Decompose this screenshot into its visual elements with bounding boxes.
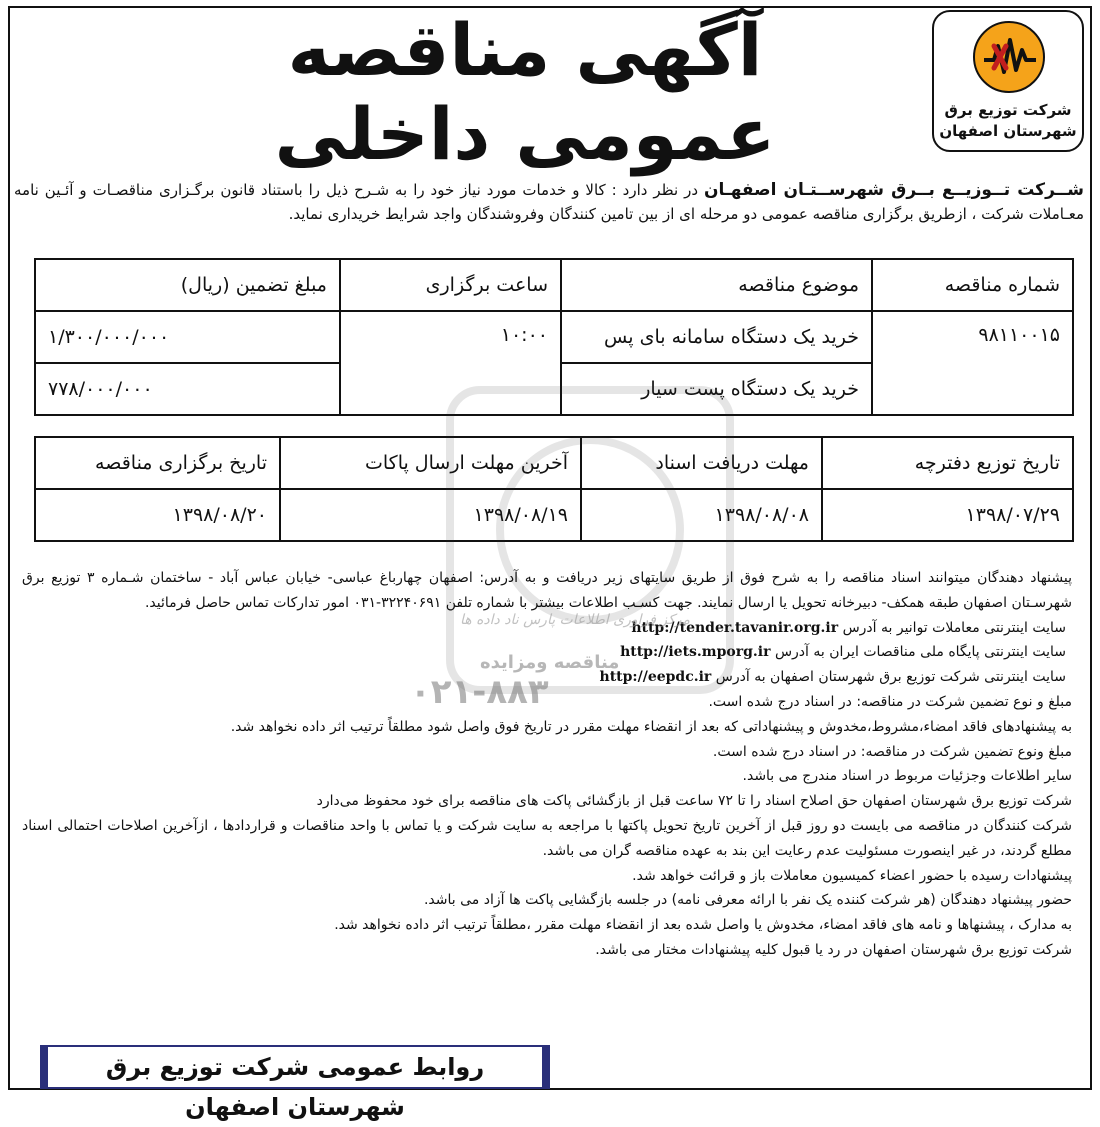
tender-subject: خرید یک دستگاه پست سیار xyxy=(561,363,872,415)
intro-text: در نظر دارد : کالا و خدمات مورد نیاز خود را به شـرح ذیل را باستناد قانون برگـزاری مناقصـات و آئـین نامه معـاملات شرکت ، ازطریق برگزاری مناقصه عمومی دو مرحله ای از بین تامین کنندگان وفروشندگان واجد شرایط خریداری نماید. xyxy=(14,181,1084,223)
table-header: ساعت برگزاری xyxy=(340,259,561,311)
notice-line: حضور پیشنهاد دهندگان (هر شرکت کننده یک نفر با ارائه معرفی نامه) در جلسه بازگشایی پاکت ها آزاد می باشد. xyxy=(423,892,1072,909)
instruction-paragraph: پیشنهاد دهندگان میتوانند اسناد مناقصه را به شرح فوق از طریق سایتهای زیر دریافت و به آدرس: اصفهان چهارباغ عباسی- خیابان عباس آباد - ساختمان شـماره ۳ توزیع برق شهرسـتان اصفهان طبقه همکف- دبیرخانه تحویل یا ارسال نمایند. جهت کسـب اطلاعات بیشتر با شماره تلفن ۳۲۲۴۰۶۹۱-۰۳۱ امور تدارکات تماس حاصل فرمائید. xyxy=(22,570,1072,611)
watermark-text: مرکز فراوری اطلاعات پارس ناد داده ها xyxy=(460,612,691,628)
notice-line: مبلغ و نوع تضمین شرکت در مناقصه: در اسناد درج شده است. xyxy=(708,693,1072,710)
notice-line: شرکت کنندگان در مناقصه می بایست دو روز قبل از آخرین تاریخ تحویل پاکتها با مراجعه به سایت شرکت و یا تماس با واحد مناقصات و قراردادها ، ازآخرین اصلاحات احتمالی اسناد مطلع گردند، در غیر اینصورت مسئولیت عدم رعایت این بند به عهده مناقصه گران می باشد. xyxy=(22,817,1072,859)
notice-line: مبلغ ونوع تضمین شرکت در مناقصه: در اسناد درج شده است. xyxy=(712,743,1072,760)
notice-line: به پیشنهادهای فاقد امضاء،مشروط،مخدوش و پیشنهاداتی که بعد از انقضاء مهلت مقرر در تاریخ فوق واصل شود مطلقاً ترتیب اثر داده نخواهد شد. xyxy=(230,718,1072,735)
table-header: موضوع مناقصه xyxy=(561,259,872,311)
logo-line-1: شرکت توزیع برق xyxy=(944,101,1072,119)
site-link[interactable]: http://iets.mporg.ir xyxy=(620,644,771,661)
tender-time: ۱۰:۰۰ xyxy=(340,311,561,415)
site-label: سایت اینترنتی شرکت توزیع برق شهرستان اصفهان به آدرس xyxy=(715,669,1066,686)
watermark-text: مناقصه ومزایده xyxy=(480,652,620,673)
site-label: سایت اینترنتی پایگاه ملی مناقصات ایران به آدرس xyxy=(774,644,1066,661)
notice-line: شرکت توزیع برق شهرستان اصفهان در رد یا قبول کلیه پیشنهادات مختار می باشد. xyxy=(595,941,1072,958)
tender-subject: خرید یک دستگاه سامانه بای پس xyxy=(561,311,872,363)
footer-signature: روابط عمومی شرکت توزیع برق شهرستان اصفهان xyxy=(48,1047,542,1087)
company-logo xyxy=(932,10,1084,152)
table-header: آخرین مهلت ارسال پاکات xyxy=(280,437,581,489)
page-title: آگهی مناقصه عمومی داخلی xyxy=(274,8,776,176)
lightning-logo-icon xyxy=(972,20,1046,94)
dates-table xyxy=(34,436,1074,542)
notice-line: به مدارک ، پیشنهاها و نامه های فاقد امضاء، مخدوش یا واصل شده بعد از انقضاء مهلت مقرر ،مطلقاً ترتیب اثر داده نخواهد شد. xyxy=(334,917,1072,934)
table-header: تاریخ توزیع دفترچه xyxy=(822,437,1073,489)
tender-amount: ۱/۳۰۰/۰۰۰/۰۰۰ xyxy=(35,311,340,363)
date-cell: ۱۳۹۸/۰۸/۲۰ xyxy=(35,489,280,541)
site-link[interactable]: http://tender.tavanir.org.ir xyxy=(631,619,839,636)
intro-company-name: شــرکت تــوزیــع بــرق شهرســتـان اصفهـان xyxy=(703,180,1084,200)
tender-number: ۹۸۱۱۰۰۱۵ xyxy=(872,311,1073,415)
table-header: تاریخ برگزاری مناقصه xyxy=(35,437,280,489)
site-link[interactable]: http://eepdc.ir xyxy=(599,669,712,686)
table-header: مهلت دریافت اسناد xyxy=(581,437,822,489)
notice-line: پیشنهادات رسیده با حضور اعضاء کمیسیون معاملات باز و قرائت خواهد شد. xyxy=(632,867,1072,884)
logo-line-2: شهرستان اصفهان xyxy=(939,122,1077,140)
watermark-text: ۰۲۱-۸۸۳ xyxy=(410,672,549,712)
notice-line: سایر اطلاعات وجزئیات مربوط در اسناد مندرج می باشد. xyxy=(742,768,1072,785)
intro-paragraph xyxy=(14,178,1084,226)
date-cell: ۱۳۹۸/۰۷/۲۹ xyxy=(822,489,1073,541)
tender-table xyxy=(34,258,1074,416)
table-header: مبلغ تضمین (ریال) xyxy=(35,259,340,311)
date-cell: ۱۳۹۸/۰۸/۱۹ xyxy=(280,489,581,541)
date-cell: ۱۳۹۸/۰۸/۰۸ xyxy=(581,489,822,541)
table-header: شماره مناقصه xyxy=(872,259,1073,311)
tender-amount: ۷۷۸/۰۰۰/۰۰۰ xyxy=(35,363,340,415)
site-label: سایت اینترنتی معاملات توانیر به آدرس xyxy=(842,619,1066,636)
notice-line: شرکت توزیع برق شهرستان اصفهان حق اصلاح اسناد را تا ۷۲ ساعت قبل از بازگشائی پاکت های مناقصه برای خود محفوظ می‌دارد xyxy=(316,793,1072,810)
